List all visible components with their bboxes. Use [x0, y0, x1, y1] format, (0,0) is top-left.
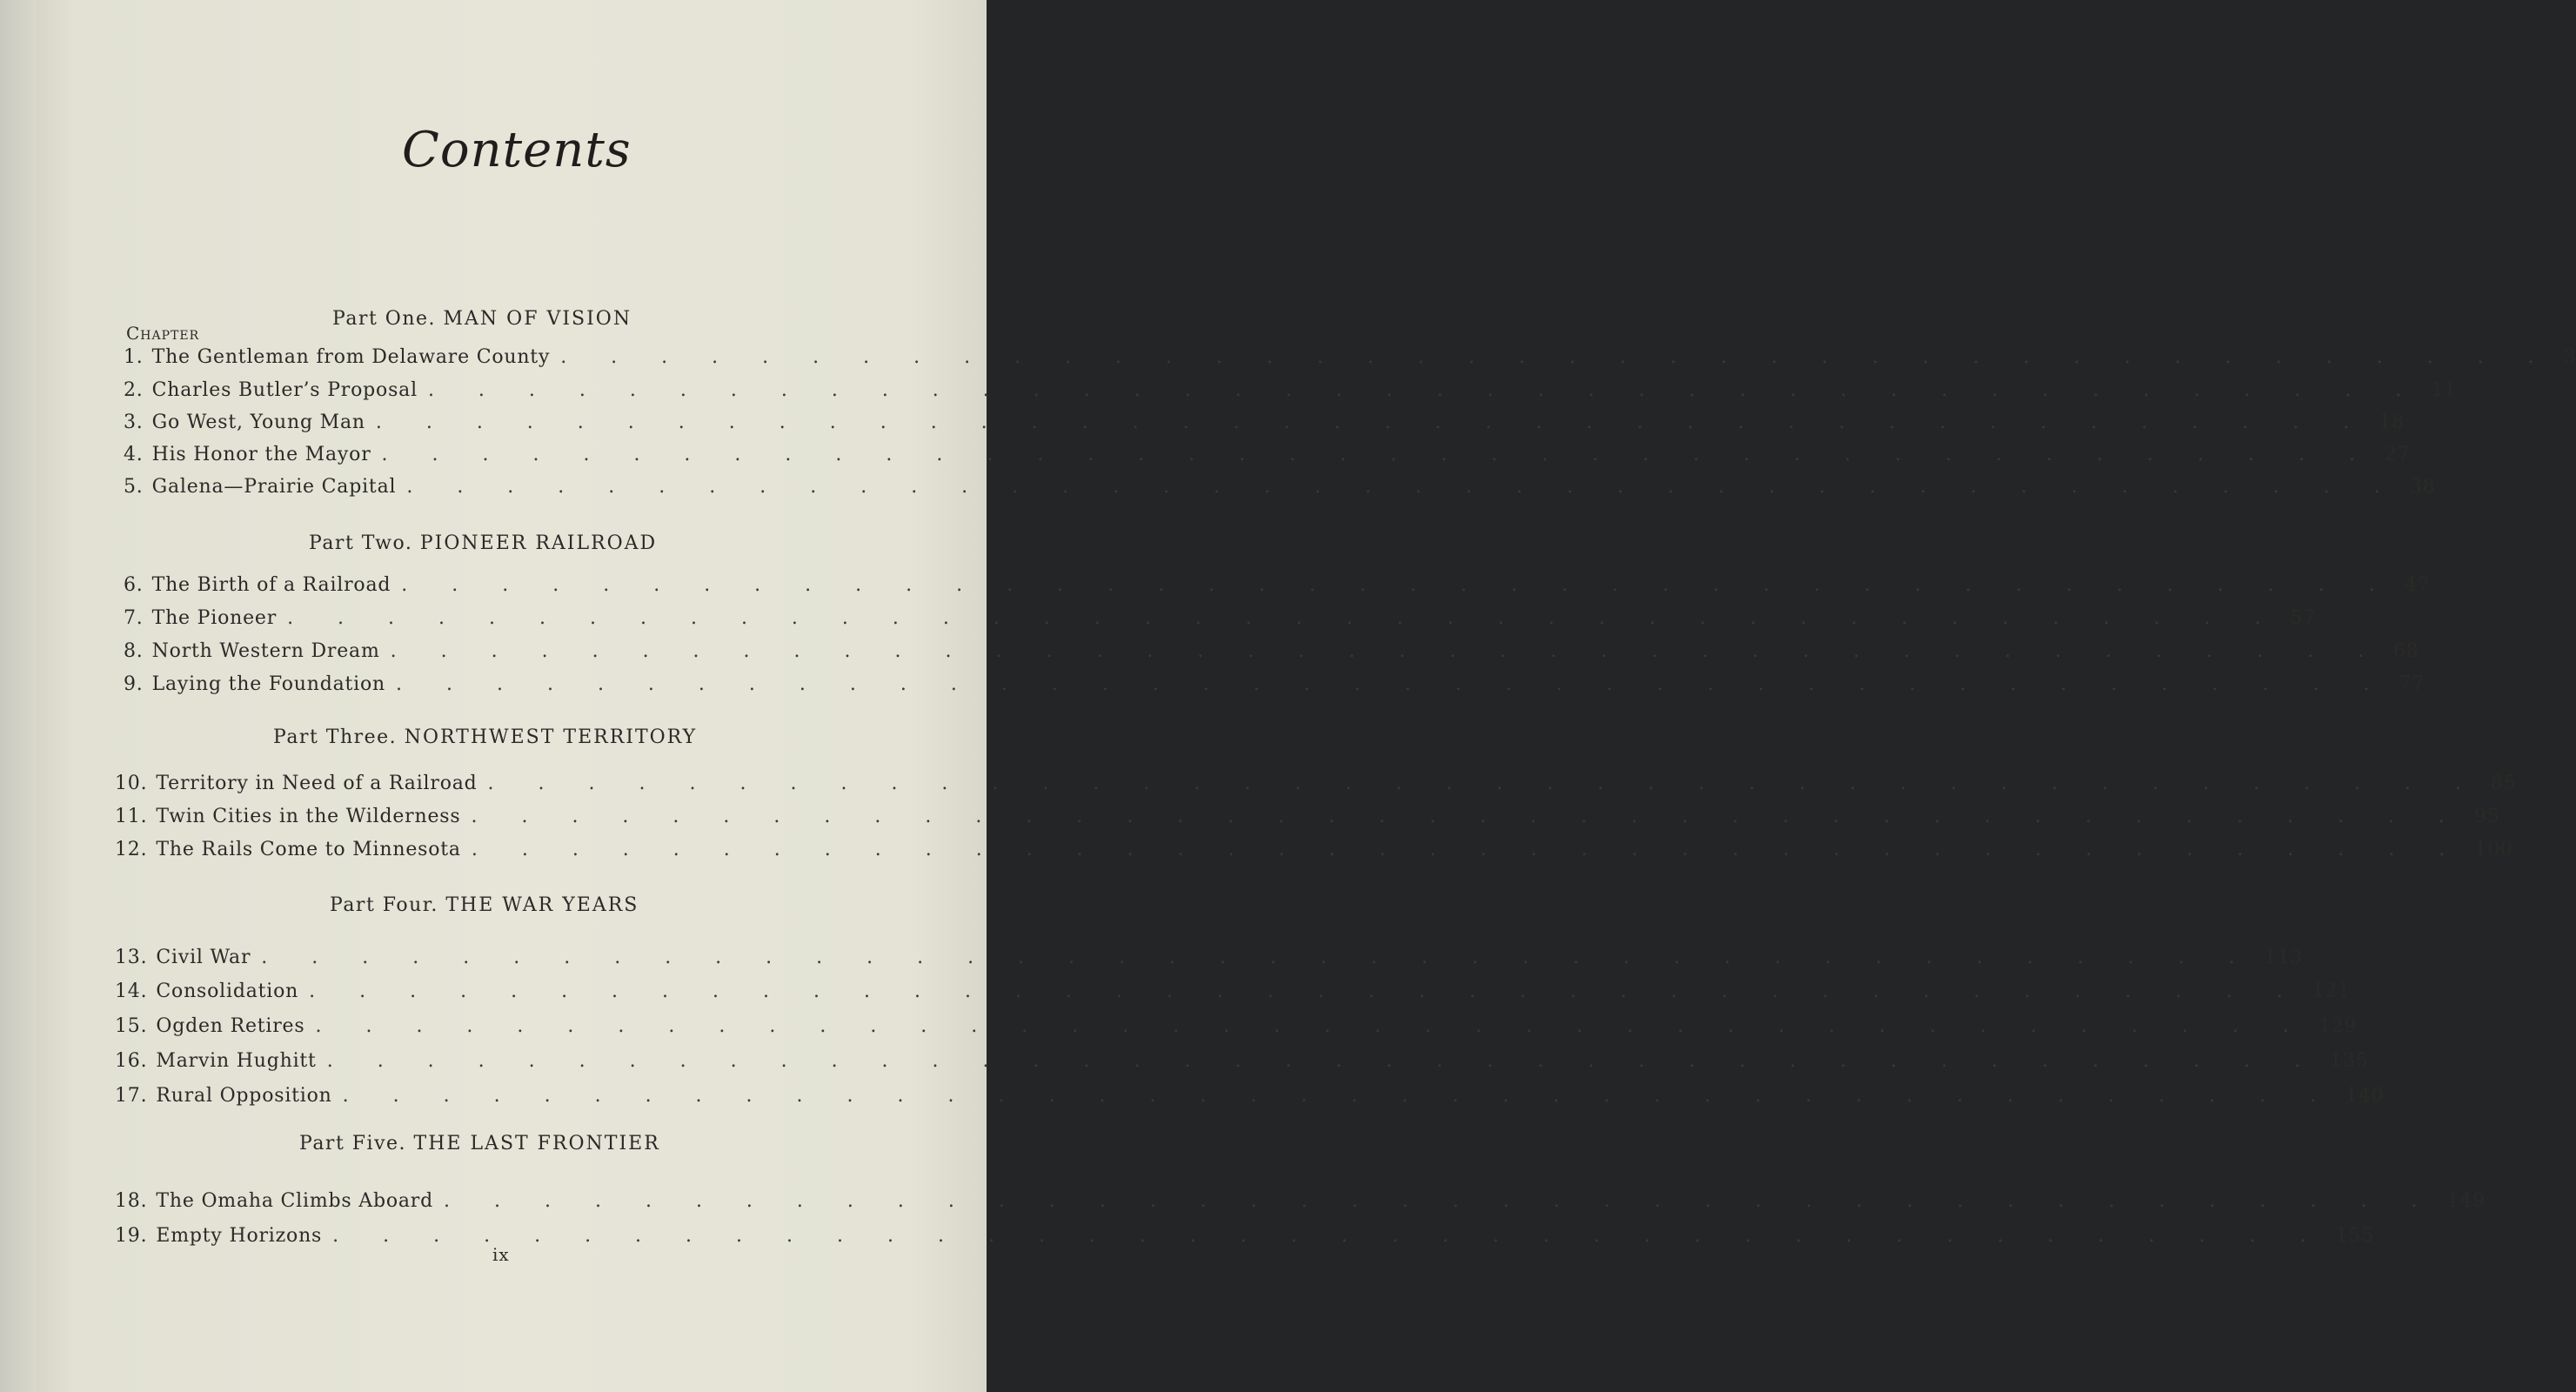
page-number: 129	[2318, 1015, 2358, 1037]
toc-entry	[115, 1015, 2358, 1037]
toc-entry	[115, 773, 2517, 794]
dot-leader: . . . . . . . . . . . . . . . . . . . . . . . . . . . . . . . . . . . . . . . .	[560, 346, 2553, 368]
dot-leader: . . . . . . . . . . . . . . . . . . . . . . . . . . . . . . . . . . . . . . . .	[309, 980, 2302, 1002]
part-label: Part One.	[332, 308, 436, 330]
page-gutter	[0, 0, 37, 1392]
chapter-title: Ogden Retires	[156, 1015, 305, 1037]
toc-entry	[115, 1050, 2369, 1072]
chapter-title: His Honor the Mayor	[151, 444, 371, 465]
chapter-number: 12.	[115, 839, 148, 860]
chapter-number: 10.	[115, 773, 148, 794]
page-folio: ix	[492, 1244, 510, 1265]
part-label: Part Five.	[299, 1133, 407, 1154]
chapter-title: Territory in Need of a Railroad	[156, 773, 478, 794]
part-name: NORTHWEST TERRITORY	[404, 726, 698, 748]
toc-entry	[124, 607, 2317, 629]
toc-entry	[124, 346, 2576, 368]
toc-entry	[124, 574, 2431, 596]
toc-entry	[115, 1085, 2385, 1107]
chapter-number: 4.	[124, 444, 144, 465]
chapter-number: 5.	[124, 476, 144, 498]
dot-leader: . . . . . . . . . . . . . . . . . . . . . . . . . . . . . . . . . . . . . . . .	[401, 574, 2394, 596]
chapter-number: 1.	[124, 346, 144, 368]
toc-entry	[124, 379, 2458, 401]
chapter-title: Twin Cities in the Wilderness	[156, 806, 461, 827]
page-title: Contents	[402, 122, 632, 178]
dot-leader: . . . . . . . . . . . . . . . . . . . . . . . . . . . . . . . . . . . . . . . .	[444, 1190, 2437, 1212]
chapter-number: 2.	[124, 379, 144, 401]
page-number: 121	[2312, 980, 2352, 1002]
page-number: 135	[2330, 1050, 2369, 1072]
chapter-column-label: Chapter	[126, 323, 200, 344]
chapter-number: 7.	[124, 607, 144, 629]
part-heading-1	[332, 308, 632, 330]
dot-leader: . . . . . . . . . . . . . . . . . . . . . . . . . . . . . . . . . . . . . . . .	[287, 607, 2280, 629]
page-number: 95	[2473, 806, 2500, 827]
chapter-title: Rural Opposition	[156, 1085, 332, 1107]
page-number: 149	[2446, 1190, 2486, 1212]
chapter-number: 8.	[124, 640, 144, 662]
part-heading-5	[299, 1133, 660, 1154]
page-number: 57	[2290, 607, 2317, 629]
chapter-title: The Pioneer	[151, 607, 278, 629]
page-number: 47	[2404, 574, 2431, 596]
page-number: 27	[2384, 444, 2411, 465]
page-number: 11	[2431, 379, 2458, 401]
part-name: MAN OF VISION	[443, 308, 632, 330]
chapter-number: 15.	[115, 1015, 148, 1037]
chapter-title: The Omaha Climbs Aboard	[156, 1190, 434, 1212]
chapter-title: Empty Horizons	[156, 1225, 323, 1247]
part-heading-2	[309, 532, 657, 554]
toc-entry	[124, 444, 2411, 465]
dot-leader: . . . . . . . . . . . . . . . . . . . . . . . . . . . . . . . . . . . . . . . .	[406, 476, 2399, 498]
dot-leader: . . . . . . . . . . . . . . . . . . . . . . . . . . . . . . . . . . . . . . . .	[471, 839, 2465, 860]
chapter-title: Civil War	[156, 947, 251, 968]
chapter-title: The Birth of a Railroad	[151, 574, 391, 596]
chapter-title: North Western Dream	[151, 640, 380, 662]
chapter-number: 3.	[124, 412, 144, 433]
dot-leader: . . . . . . . . . . . . . . . . . . . . . . . . . . . . . . . . . . . . . . . .	[390, 640, 2384, 662]
dot-leader: . . . . . . . . . . . . . . . . . . . . . . . . . . . . . . . . . . . . . . . .	[381, 444, 2374, 465]
page-number: 113	[2264, 947, 2304, 968]
toc-entry	[115, 839, 2513, 860]
page-number: 155	[2335, 1225, 2375, 1247]
toc-entry	[124, 640, 2419, 662]
toc-entry	[124, 476, 2436, 498]
page-number: 3	[2563, 346, 2576, 368]
chapter-title: The Rails Come to Minnesota	[156, 839, 461, 860]
toc-entry	[115, 806, 2500, 827]
page-number: 77	[2399, 673, 2425, 695]
chapter-title: Go West, Young Man	[151, 412, 365, 433]
chapter-number: 9.	[124, 673, 144, 695]
part-label: Part Two.	[309, 532, 413, 554]
dot-leader: . . . . . . . . . . . . . . . . . . . . . . . . . . . . . . . . . . . . . . . .	[342, 1085, 2336, 1107]
dot-leader: . . . . . . . . . . . . . . . . . . . . . . . . . . . . . . . . . . . . . . . .	[427, 379, 2421, 401]
chapter-title: Laying the Foundation	[151, 673, 385, 695]
chapter-number: 17.	[115, 1085, 148, 1107]
contents-page	[37, 0, 2576, 1392]
chapter-number: 14.	[115, 980, 148, 1002]
toc-entry	[124, 412, 2405, 433]
page-number: 68	[2393, 640, 2419, 662]
chapter-number: 6.	[124, 574, 144, 596]
chapter-title: Charles Butler’s Proposal	[151, 379, 418, 401]
dot-leader: . . . . . . . . . . . . . . . . . . . . . . . . . . . . . . . . . . . . . . . .	[487, 773, 2481, 794]
part-heading-4	[330, 894, 639, 916]
part-label: Part Three.	[273, 726, 398, 748]
chapter-number: 18.	[115, 1190, 148, 1212]
part-name: PIONEER RAILROAD	[419, 532, 658, 554]
chapter-title: Consolidation	[156, 980, 299, 1002]
chapter-number: 11.	[115, 806, 148, 827]
chapter-number: 16.	[115, 1050, 148, 1072]
part-name: THE LAST FRONTIER	[413, 1133, 660, 1154]
toc-entry	[115, 1190, 2486, 1212]
chapter-number: 19.	[115, 1225, 148, 1247]
page-number: 100	[2474, 839, 2513, 860]
dot-leader: . . . . . . . . . . . . . . . . . . . . . . . . . . . . . . . . . . . . . . . .	[332, 1225, 2325, 1247]
chapter-title: Marvin Hughitt	[156, 1050, 317, 1072]
dot-leader: . . . . . . . . . . . . . . . . . . . . . . . . . . . . . . . . . . . . . . . .	[375, 412, 2369, 433]
toc-entry	[115, 980, 2352, 1002]
toc-entry	[124, 673, 2425, 695]
page-number: 140	[2345, 1085, 2385, 1107]
dot-leader: . . . . . . . . . . . . . . . . . . . . . . . . . . . . . . . . . . . . . . . .	[396, 673, 2389, 695]
page-number: 85	[2491, 773, 2517, 794]
part-heading-3	[273, 726, 697, 748]
chapter-title: Galena—Prairie Capital	[151, 476, 397, 498]
dot-leader: . . . . . . . . . . . . . . . . . . . . . . . . . . . . . . . . . . . . . . . .	[315, 1015, 2308, 1037]
page-number: 18	[2379, 412, 2405, 433]
page-number: 38	[2409, 476, 2436, 498]
dot-leader: . . . . . . . . . . . . . . . . . . . . . . . . . . . . . . . . . . . . . . . .	[261, 947, 2254, 968]
part-name: THE WAR YEARS	[445, 894, 639, 916]
dot-leader: . . . . . . . . . . . . . . . . . . . . . . . . . . . . . . . . . . . . . . . .	[326, 1050, 2320, 1072]
dot-leader: . . . . . . . . . . . . . . . . . . . . . . . . . . . . . . . . . . . . . . . .	[471, 806, 2464, 827]
part-label: Part Four.	[330, 894, 438, 916]
toc-entry	[115, 947, 2304, 968]
chapter-title: The Gentleman from Delaware County	[151, 346, 551, 368]
chapter-number: 13.	[115, 947, 148, 968]
